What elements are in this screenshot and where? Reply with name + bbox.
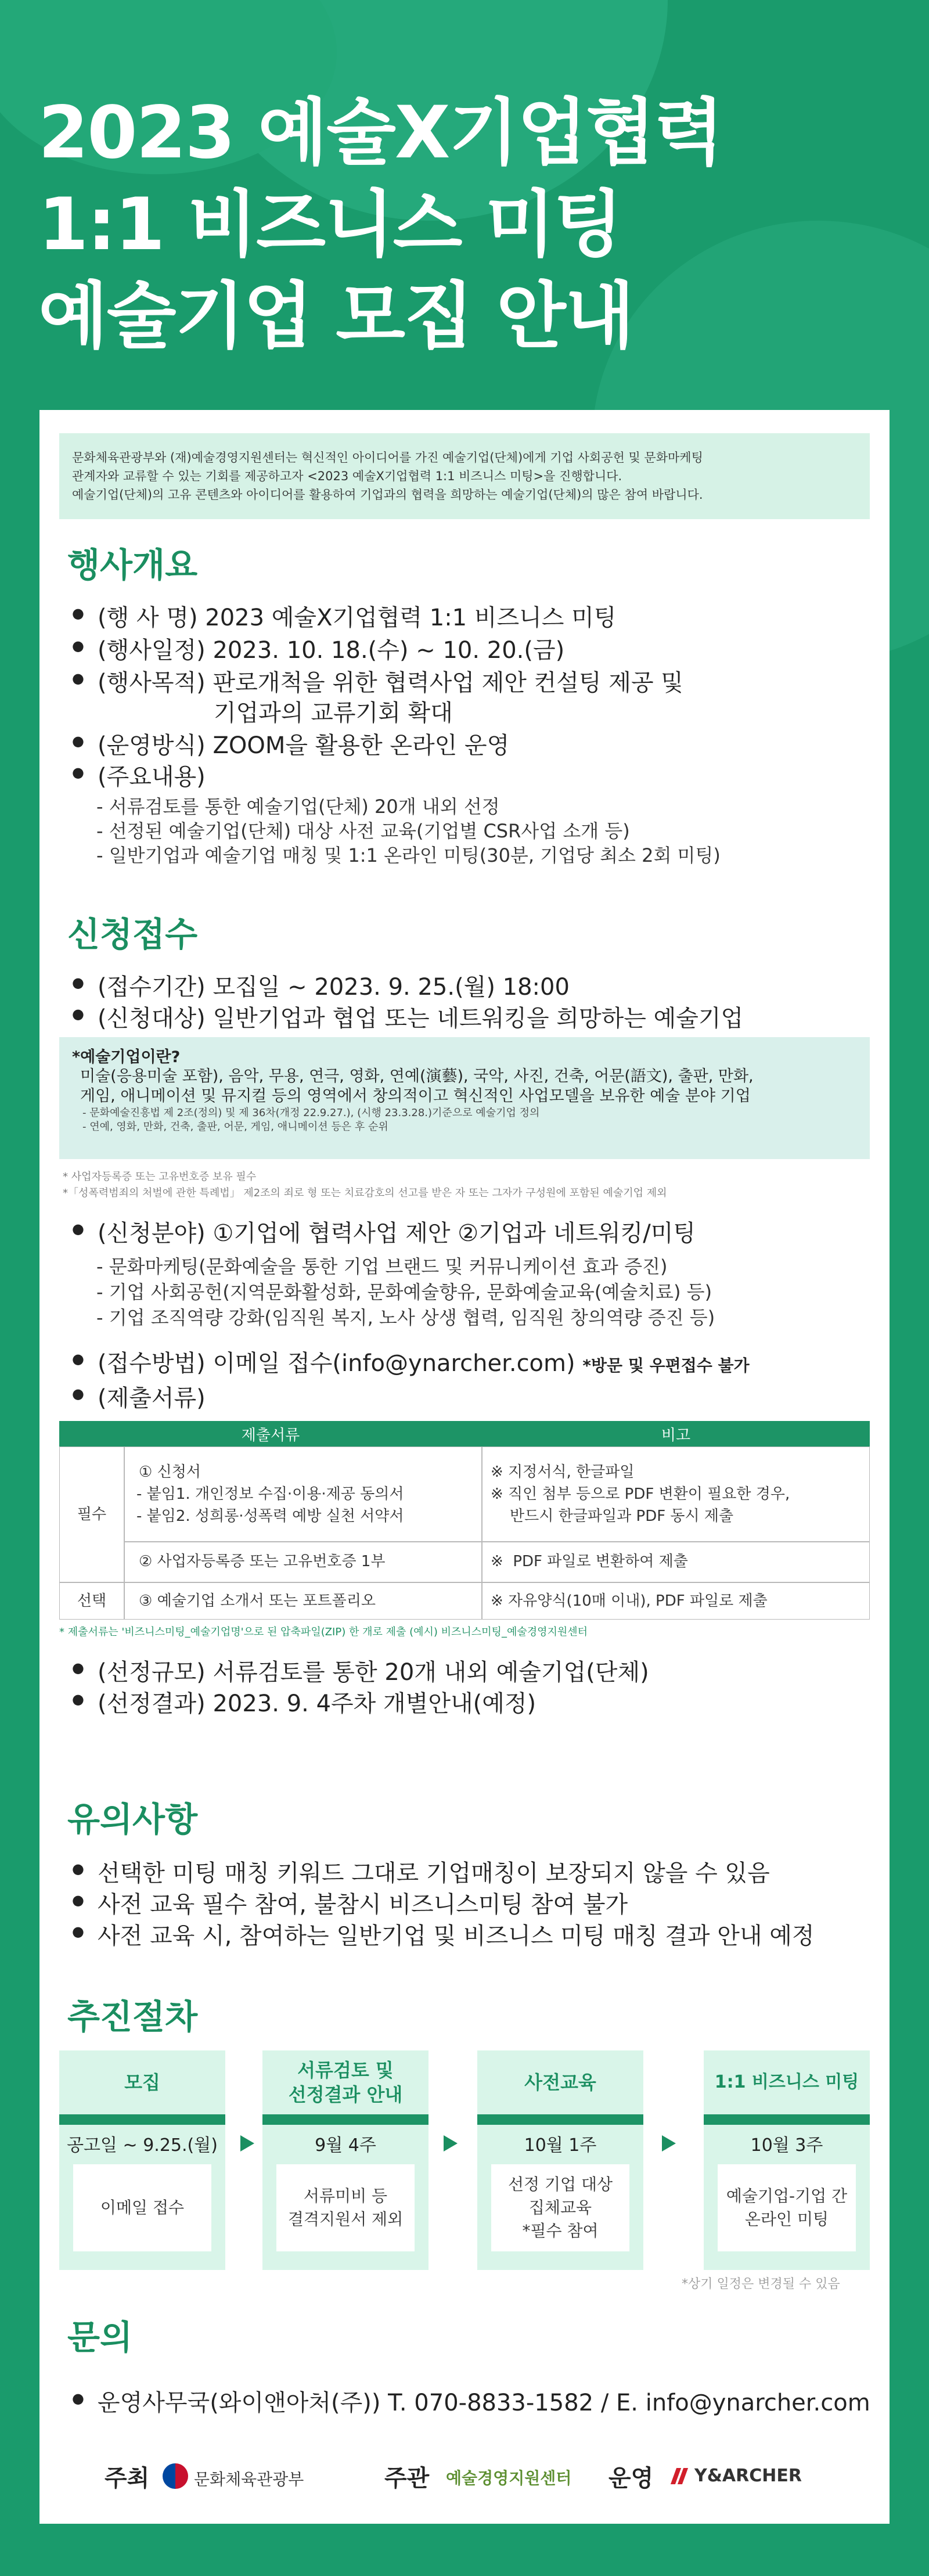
step-date: 10월 3주 <box>750 2135 823 2156</box>
table-footnote: * 제출서류는 '비즈니스미팅_예술기업명'으로 된 압축파일(ZIP) 한 개로 제출 (예시) 비즈니스미팅_예술경영지원센터 <box>59 1626 588 1638</box>
table-cell-optional: 선택 <box>59 1582 124 1620</box>
process-step <box>59 2050 225 2270</box>
step-title: 서류검토 및 선정결과 안내 <box>288 2059 403 2106</box>
bullet-text: (선정결과) 2023. 9. 4주차 개별안내(예정) <box>98 1690 536 1717</box>
bullet-item <box>72 1855 770 1888</box>
table-cell-required: 필수 <box>59 1447 124 1582</box>
bullet-text: (행사일정) 2023. 10. 18.(수) ~ 10. 20.(금) <box>98 637 565 664</box>
step-date: 공고일 ~ 9.25.(월) <box>67 2135 218 2156</box>
section-heading-caution: 유의사항 <box>67 1800 198 1839</box>
step-date: 10월 1주 <box>524 2135 597 2156</box>
operator-label: 운영 <box>608 2465 654 2492</box>
table-cell-line: 반드시 한글파일과 PDF 동시 제출 <box>491 1508 734 1525</box>
arrow-right-icon <box>662 2135 676 2152</box>
table-cell-line: - 붙임2. 성희롱·성폭력 예방 실천 서약서 <box>136 1508 404 1525</box>
bullet-item <box>72 969 570 1002</box>
definition-note: - 연예, 영화, 만화, 건축, 출판, 어문, 게임, 애니메이션 등은 후 순위 <box>82 1121 388 1133</box>
step-title: 사전교육 <box>524 2071 596 2093</box>
bullet-item <box>72 1000 743 1033</box>
table-cell <box>482 1447 870 1542</box>
taegeuk-logo-icon <box>163 2463 188 2489</box>
section-heading-apply: 신청접수 <box>67 915 198 954</box>
footnote: *「성폭력범죄의 처벌에 관한 특례법」 제2조의 죄로 형 또는 치료감호의 선고를 받은 자 또는 그자가 구성원에 포함된 예술기업 제외 <box>63 1187 667 1199</box>
section-heading-overview: 행사개요 <box>67 545 198 585</box>
title-line: 1:1 비즈니스 미팅 <box>38 183 622 267</box>
table-cell: ※ PDF 파일로 변환하여 제출 <box>482 1542 870 1582</box>
sub-item: - 문화마케팅(문화예술을 통한 기업 브랜드 및 커뮤니케이션 효과 증진) <box>96 1255 668 1278</box>
section-heading-process: 추진절차 <box>67 1997 198 2037</box>
table-cell: ※ 자유양식(10매 이내), PDF 파일로 제출 <box>482 1582 870 1620</box>
table-cell-line: - 붙임1. 개인정보 수집·이용·제공 동의서 <box>136 1485 404 1503</box>
intro-line: 문화체육관광부와 (재)예술경영지원센터는 혁신적인 아이디어를 가진 예술기업(단체)에게 기업 사회공헌 및 문화마케팅 <box>72 451 703 465</box>
sub-item: - 일반기업과 예술기업 매칭 및 1:1 온라인 미팅(30분, 기업당 최소 2회 미팅) <box>96 844 721 866</box>
table-cell-line: ※ 지정서식, 한글파일 <box>491 1463 635 1481</box>
bullet-text: 선택한 미팅 매칭 키워드 그대로 기업매칭이 보장되지 않을 수 있음 <box>98 1860 770 1887</box>
sub-item: - 기업 조직역량 강화(임직원 복지, 노사 상생 협력, 임직원 창의역량 증진 등) <box>96 1307 715 1329</box>
step-title: 1:1 비즈니스 미팅 <box>714 2072 859 2092</box>
process-steps <box>59 2050 870 2270</box>
documents-table <box>59 1421 870 1620</box>
intro-line: 예술기업(단체)의 고유 콘텐츠와 아이디어를 활용하여 기업과의 협력을 희망하는 예술기업(단체)의 많은 참여 바랍니다. <box>72 488 703 502</box>
bullet-text: (행사목적) 판로개척을 위한 협력사업 제안 컨설팅 제공 및 <box>98 670 683 696</box>
table-cell: ③ 예술기업 소개서 또는 포트폴리오 <box>124 1582 482 1620</box>
step-title: 모집 <box>124 2071 160 2093</box>
bullet-item <box>72 632 564 665</box>
step-date: 9월 4주 <box>315 2135 376 2156</box>
method-note: *방문 및 우편접수 불가 <box>582 1356 750 1375</box>
bullet-text: (주요내용) <box>98 764 206 790</box>
sub-item: - 서류검토를 통한 예술기업(단체) 20개 내외 선정 <box>96 796 500 818</box>
definition-box <box>59 1037 870 1159</box>
step-description: 서류미비 등 결격지원서 제외 <box>276 2164 415 2251</box>
bullet-item <box>72 2384 870 2417</box>
step-bar <box>59 2114 225 2125</box>
title-line: 2023 예술X기업협력 <box>38 91 723 175</box>
bullet-item <box>72 1886 628 1919</box>
bullet-item <box>72 1380 206 1413</box>
arrow-right-icon <box>240 2135 254 2152</box>
bullet-text: 운영사무국(와이앤아처(주)) T. 070-8833-1582 / E. info@ynarcher.com <box>98 2390 870 2416</box>
y-archer-logo-icon <box>674 2466 691 2485</box>
step-bar <box>477 2114 643 2125</box>
bullet-item <box>72 1654 649 1687</box>
bullet-text: (제출서류) <box>98 1385 206 1412</box>
step-bar <box>704 2114 870 2125</box>
bullet-text: (접수방법) 이메일 접수(info@ynarcher.com) <box>98 1350 575 1377</box>
title-line: 예술기업 모집 안내 <box>38 275 633 358</box>
bullet-item <box>72 727 509 760</box>
operator-logo-text: Y&ARCHER <box>694 2466 802 2486</box>
bullet-item <box>72 1685 536 1718</box>
bullet-text: (신청대상) 일반기업과 협업 또는 네트워킹을 희망하는 예술기업 <box>98 1005 744 1032</box>
intro-box <box>59 433 870 519</box>
table-cell-line: ① 신청서 <box>139 1463 201 1481</box>
bullet-text: (접수기간) 모집일 ~ 2023. 9. 25.(월) 18:00 <box>98 974 570 1001</box>
definition-title: *예술기업이란? <box>72 1048 181 1066</box>
bullet-item <box>72 758 206 791</box>
step-bar <box>262 2114 429 2125</box>
footnote: * 사업자등록증 또는 고유번호증 보유 필수 <box>63 1171 257 1183</box>
bullet-text: (신청분야) ①기업에 협력사업 제안 ②기업과 네트워킹/미팅 <box>98 1220 696 1247</box>
table-header-note: 비고 <box>661 1426 691 1444</box>
bullet-item <box>72 599 616 632</box>
step-description: 이메일 접수 <box>73 2164 211 2251</box>
bullet-item <box>72 1215 696 1248</box>
step-description: 선정 기업 대상 집체교육 *필수 참여 <box>491 2164 629 2251</box>
sub-item: - 선정된 예술기업(단체) 대상 사전 교육(기업별 CSR사업 소개 등) <box>96 820 630 842</box>
process-step <box>704 2050 870 2270</box>
table-header-docs: 제출서류 <box>241 1426 300 1444</box>
definition-note: - 문화예술진흥법 제 2조(정의) 및 제 36차(개정 22.9.27.), (시행 23.3.28.)기준으로 예술기업 정의 <box>82 1107 540 1119</box>
definition-line: 게임, 애니메이션 및 뮤지컬 등의 영역에서 창의적이고 혁신적인 사업모델을 보유한 예술 분야 기업 <box>80 1087 751 1105</box>
organizer-logo-text: 예술경영지원센터 <box>446 2469 572 2488</box>
section-heading-contact: 문의 <box>67 2318 133 2357</box>
intro-line: 관계자와 교류할 수 있는 기회를 제공하고자 <2023 예술X기업협력 1:1 비즈니스 미팅>을 진행합니다. <box>72 469 622 483</box>
bullet-text: (운영방식) ZOOM을 활용한 온라인 운영 <box>98 732 510 759</box>
process-note: *상기 일정은 변경될 수 있음 <box>682 2277 840 2291</box>
arrow-right-icon <box>444 2135 458 2152</box>
bullet-text: 사전 교육 필수 참여, 불참시 비즈니스미팅 참여 불가 <box>98 1891 628 1918</box>
host-label: 주최 <box>105 2465 150 2492</box>
content-card <box>39 410 890 2524</box>
bullet-text: 사전 교육 시, 참여하는 일반기업 및 비즈니스 미팅 매칭 결과 안내 예정 <box>98 1923 815 1949</box>
host-logo-text: 문화체육관광부 <box>194 2470 304 2489</box>
table-header <box>59 1421 870 1447</box>
table-cell <box>124 1447 482 1542</box>
bullet-item <box>72 1345 750 1378</box>
bullet-item <box>72 1917 815 1951</box>
process-step <box>262 2050 429 2270</box>
definition-line: 미술(응용미술 포함), 음악, 무용, 연극, 영화, 연예(演藝), 국악, 사진, 건축, 어문(語文), 출판, 만화, <box>80 1067 754 1085</box>
bullet-text: (행 사 명) 2023 예술X기업협력 1:1 비즈니스 미팅 <box>98 605 617 631</box>
bullet-item <box>72 664 683 697</box>
table-cell-line: ※ 직인 첨부 등으로 PDF 변환이 필요한 경우, <box>491 1485 790 1503</box>
process-step <box>477 2050 643 2270</box>
page-title <box>38 87 851 362</box>
step-description: 예술기업-기업 간 온라인 미팅 <box>718 2164 856 2251</box>
table-cell: ② 사업자등록증 또는 고유번호증 1부 <box>124 1542 482 1582</box>
sub-item: - 기업 사회공헌(지역문화활성화, 문화예술향유, 문화예술교육(예술치료) 등) <box>96 1281 712 1303</box>
organizer-label: 주관 <box>384 2465 430 2492</box>
bullet-text: (선정규모) 서류검토를 통한 20개 내외 예술기업(단체) <box>98 1659 649 1686</box>
bullet-continuation: 기업과의 교류기회 확대 <box>214 700 453 726</box>
